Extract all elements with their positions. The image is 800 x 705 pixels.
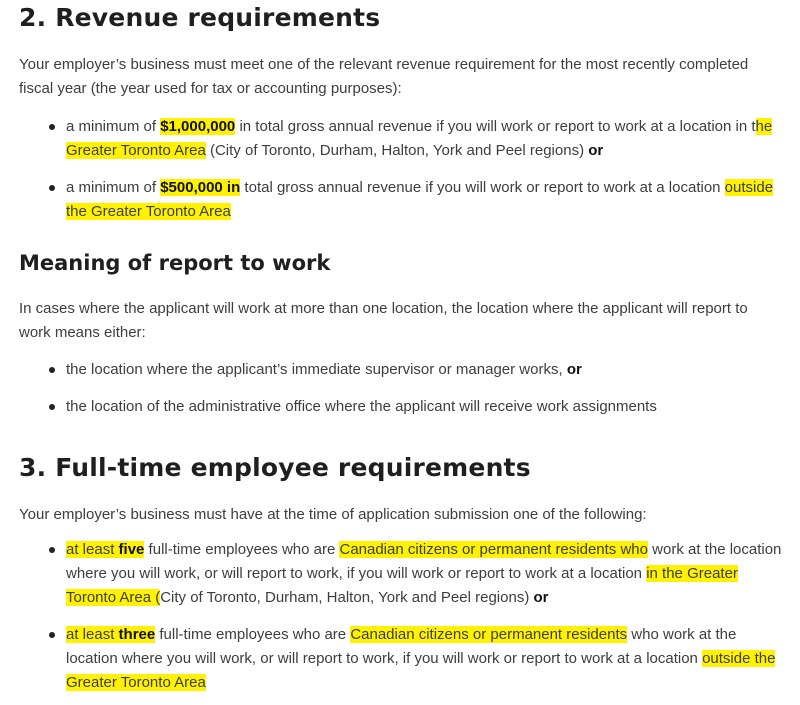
highlight-area: outside the Greater Toronto Area bbox=[66, 179, 774, 220]
text: City of Toronto, Durham, Halton, York and Peel regions) bbox=[160, 589, 534, 606]
text: full-time employees who are bbox=[155, 626, 351, 643]
highlight-citizens: Canadian citizens or permanent residents who bbox=[339, 541, 648, 558]
highlight-lead: at least bbox=[66, 626, 119, 643]
list-item bbox=[48, 395, 783, 419]
employees-intro: Your employer’s business must have at the time of application submission one of the following: bbox=[19, 506, 647, 523]
highlight-amount: $500,000 in bbox=[160, 179, 241, 196]
or-label: or bbox=[566, 361, 582, 378]
bullet-icon bbox=[49, 632, 55, 638]
bullet-icon bbox=[49, 547, 55, 553]
bullet-icon bbox=[49, 124, 55, 130]
text: who work at the location where you will work, or will report to work, if you will work or report to work at a location bbox=[66, 626, 737, 667]
employees-list bbox=[48, 538, 783, 695]
or-label: or bbox=[588, 142, 604, 159]
or-label: or bbox=[533, 589, 549, 606]
report-intro: In cases where the applicant will work at more than one location, the location where the applicant will report to work means either: bbox=[19, 300, 748, 341]
list-item bbox=[48, 115, 783, 163]
highlight-area: he Greater Toronto Area bbox=[66, 118, 773, 159]
list-item bbox=[48, 538, 783, 610]
list-item bbox=[48, 176, 783, 224]
text: full-time employees who are bbox=[144, 541, 340, 558]
section-heading-employees: 3. Full-time employee requirements bbox=[19, 453, 531, 482]
bullet-icon bbox=[49, 367, 55, 373]
text: in total gross annual revenue if you will work or report to work at a location in t bbox=[235, 118, 756, 135]
highlight-count: five bbox=[118, 541, 145, 558]
text: a minimum of bbox=[66, 179, 161, 196]
highlight-area: outside the Greater Toronto Area bbox=[66, 650, 776, 691]
highlight-amount: $1,000,000 bbox=[160, 118, 236, 135]
bullet-icon bbox=[49, 404, 55, 410]
text: (City of Toronto, Durham, Halton, York and Peel regions) bbox=[205, 142, 589, 159]
bullet-icon bbox=[49, 185, 55, 191]
highlight-area: in the Greater Toronto Area ( bbox=[66, 565, 738, 606]
list-item bbox=[48, 623, 783, 695]
revenue-intro: Your employer’s business must meet one of the relevant revenue requirement for the most recently completed fiscal year (the year used for tax or accounting purposes): bbox=[19, 56, 749, 97]
text: the location of the administrative office where the applicant will receive work assignments bbox=[66, 398, 657, 415]
text: a minimum of bbox=[66, 118, 161, 135]
section-heading-revenue: 2. Revenue requirements bbox=[19, 3, 381, 32]
text: the location where the applicant’s immediate supervisor or manager works, bbox=[66, 361, 567, 378]
text: work at the location where you will work, or will report to work, if you will work or report to work at a location bbox=[66, 541, 782, 582]
highlight-citizens: Canadian citizens or permanent residents bbox=[350, 626, 628, 643]
list-item bbox=[48, 358, 783, 382]
highlight-lead: at least bbox=[66, 541, 119, 558]
highlight-count: three bbox=[118, 626, 156, 643]
report-list bbox=[48, 358, 783, 419]
section-heading-report-to-work: Meaning of report to work bbox=[19, 251, 331, 275]
text: total gross annual revenue if you will work or report to work at a location bbox=[240, 179, 725, 196]
revenue-list bbox=[48, 115, 783, 224]
